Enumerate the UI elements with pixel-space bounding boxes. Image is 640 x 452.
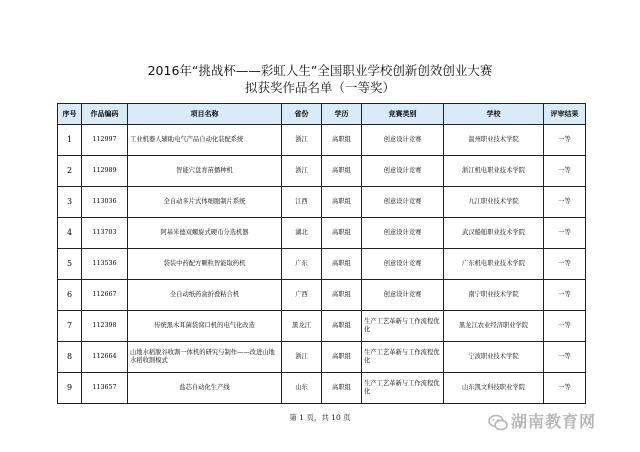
cell-no: 6: [58, 280, 82, 311]
cell-province: 广西: [282, 280, 322, 311]
cell-province: 浙江: [282, 156, 322, 187]
cell-no: 4: [58, 218, 82, 249]
cell-no: 2: [58, 156, 82, 187]
cell-category: 生产工艺革新与工作流程优化: [362, 311, 444, 342]
cell-name: 全自动纸药盒折叠粘合机: [128, 280, 282, 311]
table-row: [58, 280, 586, 311]
cell-no: 8: [58, 342, 82, 373]
cell-name: 工业机器人辅助电气产品自动化装配系统: [128, 125, 282, 156]
cell-province: 浙江: [282, 342, 322, 373]
cell-level: 高职组: [322, 218, 362, 249]
cell-name: 传统黑木耳菌袋窝口机的电气化改造: [128, 311, 282, 342]
page-footer: 第 1 页，共 10 页: [289, 413, 351, 422]
cell-school: 武汉船舶职业技术学院: [444, 218, 544, 249]
cell-category: 创意设计竞赛: [362, 156, 444, 187]
cell-category: 创意设计竞赛: [362, 280, 444, 311]
cell-school: 温州职业技术学院: [444, 125, 544, 156]
cell-result: 一等: [544, 373, 586, 404]
wechat-icon: [488, 414, 508, 432]
cell-category: 生产工艺革新与工作流程优化: [362, 373, 444, 404]
cell-name: 智能穴盘育苗播种机: [128, 156, 282, 187]
cell-school: 九江职业技术学院: [444, 187, 544, 218]
cell-name: 全自动多片式体细胞制片系统: [128, 187, 282, 218]
cell-result: 一等: [544, 342, 586, 373]
table-row: [58, 156, 586, 187]
cell-no: 5: [58, 249, 82, 280]
table-row: [58, 373, 586, 404]
cell-level: 高职组: [322, 125, 362, 156]
cell-code: 112664: [82, 342, 128, 373]
cell-school: 浙江机电职业技术学院: [444, 156, 544, 187]
cell-result: 一等: [544, 311, 586, 342]
cell-code: 113536: [82, 249, 128, 280]
cell-code: 113036: [82, 187, 128, 218]
cell-code: 112989: [82, 156, 128, 187]
cell-school: 黑龙江农业经济职业学院: [444, 311, 544, 342]
header-level: 学历: [322, 104, 362, 125]
cell-level: 高职组: [322, 249, 362, 280]
cell-school: 宁波职业技术学院: [444, 342, 544, 373]
document-title: 2016年“挑战杯——彩虹人生”全国职业学校创新创效创业大赛: [147, 63, 493, 78]
cell-name: 袋装中药配方颗粒智能取药机: [128, 249, 282, 280]
watermark-text: 湖南教育网: [511, 412, 597, 431]
cell-category: 创意设计竞赛: [362, 187, 444, 218]
header-province: 省份: [282, 104, 322, 125]
cell-code: 113657: [82, 373, 128, 404]
cell-no: 7: [58, 311, 82, 342]
header-category: 竞赛类别: [362, 104, 444, 125]
header-name: 项目名称: [128, 104, 282, 125]
cell-code: 113703: [82, 218, 128, 249]
cell-province: 江西: [282, 187, 322, 218]
cell-province: 浙江: [282, 125, 322, 156]
cell-code: 112667: [82, 280, 128, 311]
cell-province: 广东: [282, 249, 322, 280]
cell-name: 盐芯自动化生产线: [128, 373, 282, 404]
cell-result: 一等: [544, 156, 586, 187]
cell-category: 创意设计竞赛: [362, 125, 444, 156]
cell-result: 一等: [544, 125, 586, 156]
cell-name: 山地水稻脱谷收割一体机的研究与制作——改进山地水稻收割模式: [128, 342, 282, 373]
table-row: [58, 218, 586, 249]
cell-no: 1: [58, 125, 82, 156]
cell-province: 湖北: [282, 218, 322, 249]
cell-result: 一等: [544, 249, 586, 280]
cell-no: 3: [58, 187, 82, 218]
cell-code: 112997: [82, 125, 128, 156]
cell-name: 阿基米德双螺旋式硬币分选机器: [128, 218, 282, 249]
header-school: 学校: [444, 104, 544, 125]
table-row: [58, 125, 586, 156]
cell-level: 高职组: [322, 187, 362, 218]
cell-level: 高职组: [322, 156, 362, 187]
cell-code: 112398: [82, 311, 128, 342]
cell-level: 高职组: [322, 311, 362, 342]
cell-category: 创意设计竞赛: [362, 249, 444, 280]
watermark: [488, 409, 596, 432]
cell-category: 创意设计竞赛: [362, 218, 444, 249]
cell-result: 一等: [544, 187, 586, 218]
table-row: [58, 249, 586, 280]
cell-level: 高职组: [322, 342, 362, 373]
cell-result: 一等: [544, 280, 586, 311]
header-result: 评审结果: [544, 104, 586, 125]
cell-no: 9: [58, 373, 82, 404]
cell-school: 广东机电职业技术学院: [444, 249, 544, 280]
cell-school: 山东凯文科技职业学院: [444, 373, 544, 404]
table-row: [58, 187, 586, 218]
cell-province: 黑龙江: [282, 311, 322, 342]
table-row: [58, 342, 586, 373]
document-subtitle: 拟获奖作品名单（一等奖）: [244, 80, 395, 95]
table-row: [58, 311, 586, 342]
cell-province: 山东: [282, 373, 322, 404]
table-header-row: [58, 104, 586, 125]
cell-level: 高职组: [322, 373, 362, 404]
header-no: 序号: [58, 104, 82, 125]
cell-category: 生产工艺革新与工作流程优化: [362, 342, 444, 373]
header-code: 作品编码: [82, 104, 128, 125]
cell-result: 一等: [544, 218, 586, 249]
cell-level: 高职组: [322, 280, 362, 311]
cell-school: 南宁职业技术学院: [444, 280, 544, 311]
award-table: [57, 103, 586, 404]
